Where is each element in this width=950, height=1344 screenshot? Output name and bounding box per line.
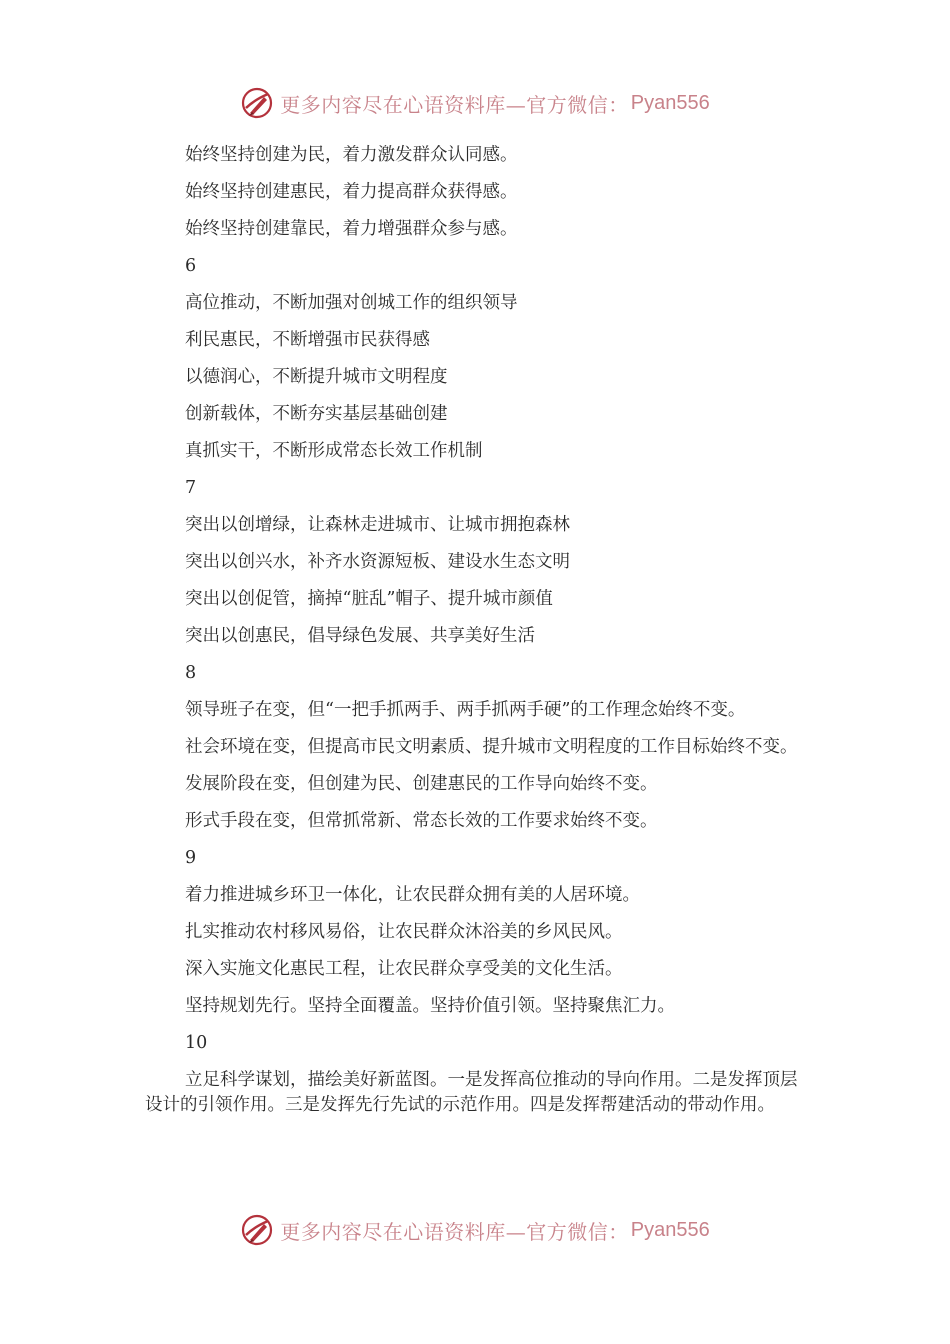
pen-logo-icon (240, 1213, 274, 1247)
header-banner-wechat-id: Pyan556 (630, 91, 710, 114)
header-banner (0, 85, 950, 121)
paragraph: 发展阶段在变，但创建为民、创建惠民的工作导向始终不变。 (185, 774, 658, 794)
paragraph: 以德润心，不断提升城市文明程度 (185, 367, 448, 387)
paragraph: 坚持规划先行。坚持全面覆盖。坚持价值引领。坚持聚焦汇力。 (185, 996, 675, 1016)
section-number: 6 (185, 256, 197, 276)
section-number: 7 (185, 478, 197, 498)
paragraph: 突出以创兴水，补齐水资源短板、建设水生态文明 (185, 552, 570, 572)
header-banner-text: 更多内容尽在心语资料库—官方微信： (280, 92, 629, 117)
paragraph: 着力推进城乡环卫一体化，让农民群众拥有美的人居环境。 (185, 885, 640, 905)
paragraph: 扎实推动农村移风易俗，让农民群众沐浴美的乡风民风。 (185, 922, 623, 942)
footer-banner (0, 1212, 950, 1248)
paragraph: 立足科学谋划，描绘美好新蓝图。一是发挥高位推动的导向作用。二是发挥顶层设计的引领作用。三是发挥先行先试的示范作用。四是发挥帮建活动的带动作用。 (145, 1070, 798, 1115)
footer-banner-text: 更多内容尽在心语资料库—官方微信： (280, 1219, 629, 1244)
paragraph: 突出以创增绿，让森林走进城市、让城市拥抱森林 (185, 515, 570, 535)
section-number: 10 (185, 1033, 208, 1053)
paragraph: 始终坚持创建靠民，着力增强群众参与感。 (185, 219, 518, 239)
paragraph: 高位推动，不断加强对创城工作的组织领导 (185, 293, 518, 313)
paragraph: 始终坚持创建惠民，着力提高群众获得感。 (185, 182, 518, 202)
document-body (145, 143, 810, 1130)
paragraph: 领导班子在变，但“一把手抓两手、两手抓两手硬”的工作理念始终不变。 (185, 700, 746, 720)
paragraph: 深入实施文化惠民工程，让农民群众享受美的文化生活。 (185, 959, 623, 979)
paragraph: 社会环境在变，但提高市民文明素质、提升城市文明程度的工作目标始终不变。 (185, 737, 798, 757)
paragraph: 创新载体，不断夯实基层基础创建 (185, 404, 448, 424)
paragraph: 利民惠民，不断增强市民获得感 (185, 330, 430, 350)
section-number: 8 (185, 663, 197, 683)
paragraph: 形式手段在变，但常抓常新、常态长效的工作要求始终不变。 (185, 811, 658, 831)
footer-banner-wechat-id: Pyan556 (630, 1218, 710, 1241)
paragraph: 突出以创促管，摘掉“脏乱”帽子、提升城市颜值 (185, 589, 553, 609)
section-number: 9 (185, 848, 197, 868)
paragraph: 真抓实干，不断形成常态长效工作机制 (185, 441, 483, 461)
pen-logo-icon (240, 86, 274, 120)
paragraph: 突出以创惠民，倡导绿色发展、共享美好生活 (185, 626, 535, 646)
paragraph: 始终坚持创建为民，着力激发群众认同感。 (185, 145, 518, 165)
